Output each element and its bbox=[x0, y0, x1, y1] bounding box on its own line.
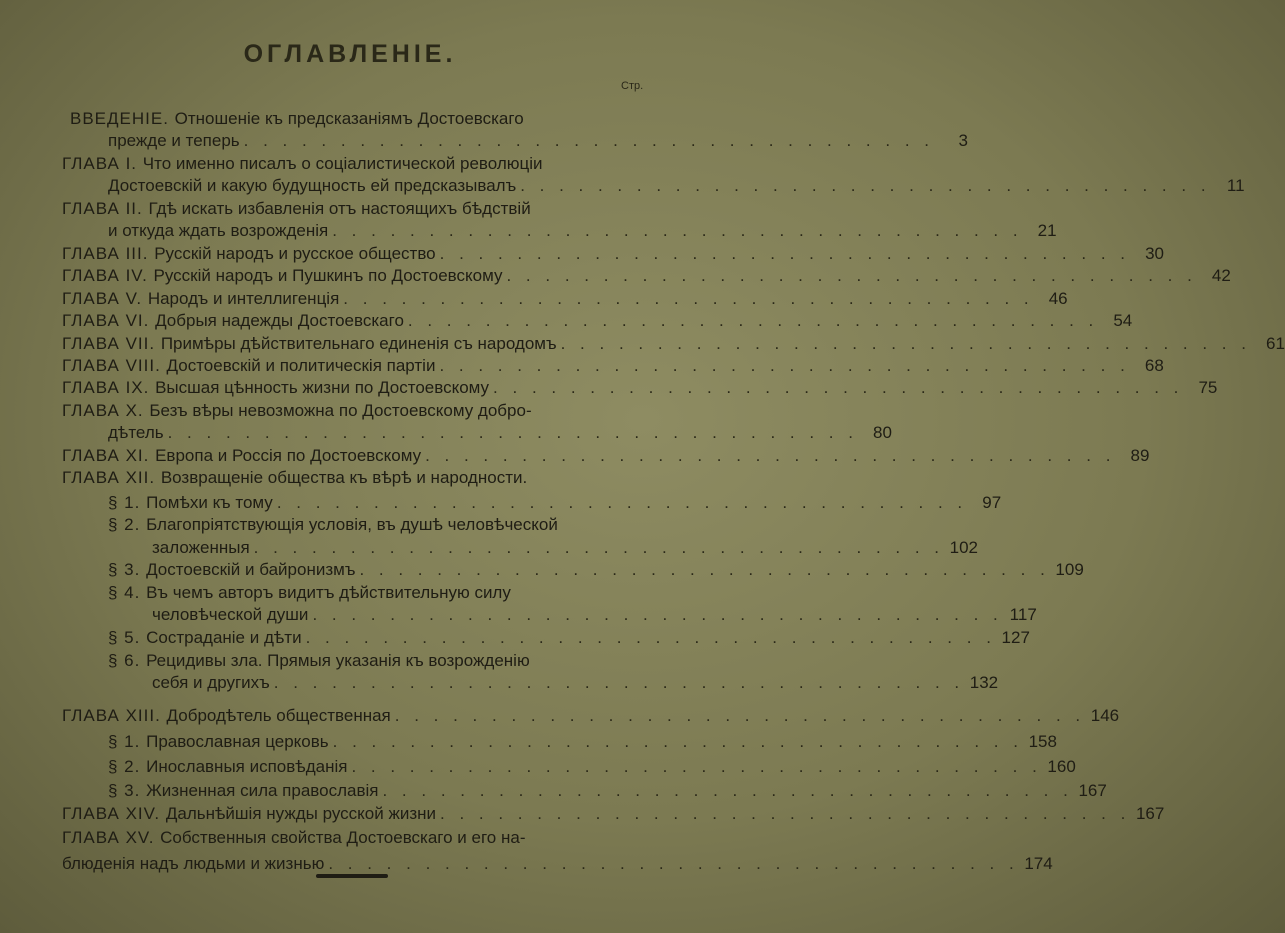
toc-page-number: 97 bbox=[982, 493, 1002, 512]
toc-page-number: 167 bbox=[1078, 781, 1107, 800]
toc-entry-number: ГЛАВА VI. bbox=[62, 311, 156, 330]
toc-entry-title: Европа и Россiя по Достоевскому bbox=[155, 446, 422, 465]
leader-dots: . . . . . . . . . . . . . . . . . . . . . . . . . . . . . . . . . . . . bbox=[520, 176, 1211, 195]
toc-entry-title: себя и другихъ bbox=[152, 673, 270, 692]
toc-entry-title: Возвращенiе общества къ вѣрѣ и народности. bbox=[160, 468, 528, 487]
toc-entry-title: Отношенiе къ предсказанiямъ Достоевскаго bbox=[174, 109, 524, 128]
leader-dots: . . . . . . . . . . . . . . . . . . . . . . . . . . . . . . . . . . . . bbox=[243, 131, 934, 150]
toc-page-number: 21 bbox=[1037, 221, 1057, 240]
toc-entry bbox=[108, 175, 1245, 197]
toc-entry-title: Дальнѣйшiя нужды русской жизни bbox=[165, 804, 436, 823]
toc-entry bbox=[62, 198, 655, 220]
leader-dots: . . . . . . . . . . . . . . . . . . . . . . . . . . . . . . . . . . . . bbox=[332, 221, 1023, 240]
leader-dots: . . . . . . . . . . . . . . . . . . . . . . . . . . . . . . . . . . . . bbox=[493, 378, 1184, 397]
toc-entry bbox=[62, 445, 1150, 467]
toc-entry bbox=[62, 400, 655, 422]
toc-entry-title: Гдѣ искать избавленiя отъ настоящихъ бѣдствiй bbox=[148, 199, 531, 218]
toc-page-number: 158 bbox=[1028, 732, 1057, 751]
toc-entry-title: Добродѣтель общественная bbox=[166, 706, 391, 725]
leader-dots: . . . . . . . . . . . . . . . . . . . . . . . . . . . . . . . . . . . . bbox=[382, 781, 1073, 800]
toc-entry-number: § 1. bbox=[108, 732, 147, 751]
toc-page-number: 89 bbox=[1130, 446, 1150, 465]
leader-dots: . . . . . . . . . . . . . . . . . . . . . . . . . . . . . . . . . . . . bbox=[407, 311, 1099, 330]
toc-entry-title: Что именно писалъ о соцiалистической революцiи bbox=[142, 154, 543, 173]
toc-page-number: 127 bbox=[1001, 628, 1030, 647]
toc-entry bbox=[62, 827, 675, 849]
toc-page-number: 54 bbox=[1113, 311, 1133, 330]
toc-entry-title: Помѣхи къ тому bbox=[146, 493, 273, 512]
page-title: ОГЛАВЛЕНIЕ. bbox=[243, 40, 457, 68]
toc-entry-title: дѣтель bbox=[108, 423, 164, 442]
leader-dots: . . . . . . . . . . . . . . . . . . . . . . . . . . . . . . . . . . . . bbox=[305, 628, 996, 647]
toc-page-number: 75 bbox=[1198, 378, 1218, 397]
toc-page-number: 11 bbox=[1226, 176, 1245, 195]
toc-entry bbox=[62, 803, 1165, 825]
leader-dots: . . . . . . . . . . . . . . . . . . . . . . . . . . . . . . . . . . . . bbox=[506, 266, 1197, 285]
toc-entry-number: § 2. bbox=[108, 515, 147, 534]
toc-entry bbox=[152, 604, 1037, 626]
toc-entry bbox=[62, 333, 1285, 355]
toc-entry-number: ГЛАВА XIV. bbox=[62, 804, 166, 823]
toc-entry-number: ГЛАВА VII. bbox=[62, 334, 161, 353]
toc-page-number: 117 bbox=[1009, 605, 1037, 624]
toc-entry-title: Добрыя надежды Достоевскаго bbox=[155, 311, 404, 330]
leader-dots: . . . . . . . . . . . . . . . . . . . . . . . . . . . . . . . . . . . . bbox=[312, 605, 1003, 624]
toc-entry-title: Достоевскiй и какую будущность ей предсказывалъ bbox=[108, 176, 517, 195]
leader-dots: . . . . . . . . . . . . . . . . . . . . . . . . . . . . . . . . . . . . bbox=[439, 356, 1130, 375]
toc-entry bbox=[62, 265, 1231, 287]
toc-entry bbox=[62, 467, 655, 489]
toc-entry bbox=[62, 355, 1164, 377]
toc-entry-title: Инославныя исповѣданiя bbox=[146, 757, 348, 776]
toc-entry-number: ГЛАВА III. bbox=[62, 244, 155, 263]
toc-entry-number: § 1. bbox=[108, 493, 147, 512]
toc-entry-title: Православная церковь bbox=[146, 732, 329, 751]
toc-entry-number: § 6. bbox=[108, 651, 147, 670]
toc-entry-number: § 5. bbox=[108, 628, 147, 647]
leader-dots: . . . . . . . . . . . . . . . . . . . . . . . . . . . . . . . . . . . . bbox=[276, 493, 968, 512]
leader-dots: . . . . . . . . . . . . . . . . . . . . . . . . . . . . . . . . . . . . bbox=[440, 804, 1131, 823]
toc-page-number: 102 bbox=[949, 538, 978, 557]
toc-page-number: 42 bbox=[1211, 266, 1231, 285]
toc-entry-number: ГЛАВА V. bbox=[62, 289, 148, 308]
toc-entry-title: Примѣры дѣйствительнаго единенiя съ народомъ bbox=[160, 334, 557, 353]
toc-entry bbox=[62, 153, 655, 175]
toc-entry bbox=[108, 492, 1002, 514]
toc-entry-title: Достоевскiй и байронизмъ bbox=[146, 560, 356, 579]
toc-page-number: 80 bbox=[873, 423, 892, 442]
toc-entry bbox=[108, 559, 1084, 581]
toc-entry bbox=[62, 853, 1053, 875]
toc-entry-title: Достоевскiй и политическiя партiи bbox=[166, 356, 436, 375]
toc-entry-title: Безъ вѣры невозможна по Достоевскому добро- bbox=[149, 401, 532, 420]
toc-entry bbox=[108, 220, 1057, 242]
toc-entry-number: ГЛАВА I. bbox=[62, 154, 143, 173]
toc-entry-title: заложенныя bbox=[152, 538, 250, 557]
toc-page-number: 167 bbox=[1135, 804, 1165, 823]
toc-entry-title: Благопрiятствующiя условiя, въ душѣ человѣческой bbox=[146, 515, 558, 534]
toc-entry-number: ГЛАВА II. bbox=[62, 199, 149, 218]
toc-entry bbox=[62, 243, 1164, 265]
toc-entry bbox=[108, 731, 1057, 753]
leader-dots: . . . . . . . . . . . . . . . . . . . . . . . . . . . . . . . . . . . . bbox=[359, 560, 1050, 579]
toc-entry-title: Народъ и интеллигенцiя bbox=[147, 289, 340, 308]
toc-entry bbox=[62, 310, 1133, 332]
toc-entry-number: ВВЕДЕНIЕ. bbox=[70, 109, 175, 128]
leader-dots: . . . . . . . . . . . . . . . . . . . . . . . . . . . . . . . . . . . . bbox=[328, 854, 1019, 873]
toc-entry-title: Жизненная сила православiя bbox=[146, 781, 379, 800]
leader-dots: . . . . . . . . . . . . . . . . . . . . . . . . . . . . . . . . . . . . bbox=[332, 732, 1023, 751]
end-rule bbox=[316, 874, 388, 878]
leader-dots: . . . . . . . . . . . . . . . . . . . . . . . . . . . . . . . . . . . . bbox=[425, 446, 1116, 465]
toc-entry bbox=[108, 780, 1107, 802]
toc-entry-title: человѣческой души bbox=[152, 605, 309, 624]
toc-entry-number: ГЛАВА XV. bbox=[62, 828, 161, 847]
leader-dots: . . . . . . . . . . . . . . . . . . . . . . . . . . . . . . . . . . . . bbox=[343, 289, 1034, 308]
toc-entry-title: и откуда ждать возрожденiя bbox=[108, 221, 329, 240]
leader-dots: . . . . . . . . . . . . . . . . . . . . . . . . . . . . . . . . . . . . bbox=[560, 334, 1251, 353]
toc-entry bbox=[108, 514, 655, 536]
toc-page-number: 3 bbox=[958, 131, 968, 150]
toc-entry-number: ГЛАВА VIII. bbox=[62, 356, 167, 375]
toc-entry bbox=[62, 705, 1120, 727]
toc-entry bbox=[70, 108, 655, 130]
toc-entry-number: § 3. bbox=[108, 560, 147, 579]
toc-entry-title: Въ чемъ авторъ видитъ дѣйствительную силу bbox=[146, 583, 511, 602]
toc-entry-number: ГЛАВА IX. bbox=[62, 378, 156, 397]
leader-dots: . . . . . . . . . . . . . . . . . . . . . . . . . . . . . . . . . . . . bbox=[273, 673, 965, 692]
toc-entry-number: ГЛАВА XII. bbox=[62, 468, 161, 487]
toc-entry bbox=[108, 582, 655, 604]
toc-entry-title: Состраданiе и дѣти bbox=[146, 628, 302, 647]
toc-entry-title: Русскiй народъ и русское общество bbox=[154, 244, 436, 263]
toc-entry-title: прежде и теперь bbox=[108, 131, 240, 150]
toc-entry-title: Собственныя свойства Достоевскаго и его на- bbox=[160, 828, 526, 847]
leader-dots: . . . . . . . . . . . . . . . . . . . . . . . . . . . . . . . . . . . . bbox=[167, 423, 858, 442]
leader-dots: . . . . . . . . . . . . . . . . . . . . . . . . . . . . . . . . . . . . bbox=[394, 706, 1086, 725]
page-column-label: Стр. bbox=[621, 80, 644, 92]
leader-dots: . . . . . . . . . . . . . . . . . . . . . . . . . . . . . . . . . . . . bbox=[253, 538, 944, 557]
toc-entry-number: § 3. bbox=[108, 781, 147, 800]
toc-entry-number: ГЛАВА IV. bbox=[62, 266, 154, 285]
toc-entry-number: ГЛАВА XI. bbox=[62, 446, 156, 465]
toc-entry bbox=[108, 650, 655, 672]
toc-page-number: 174 bbox=[1024, 854, 1053, 873]
toc-page-number: 109 bbox=[1055, 560, 1084, 579]
toc-entry bbox=[62, 288, 1068, 310]
toc-entry bbox=[108, 422, 892, 444]
toc-page-number: 46 bbox=[1048, 289, 1068, 308]
toc-page-number: 68 bbox=[1144, 356, 1164, 375]
toc-entry-number: ГЛАВА X. bbox=[62, 401, 150, 420]
toc-entry-title: Высшая цѣнность жизни по Достоевскому bbox=[155, 378, 490, 397]
toc-entry bbox=[108, 756, 1076, 778]
toc-entry-number: § 4. bbox=[108, 583, 147, 602]
toc-entry-title: блюденiя надъ людьми и жизнью bbox=[62, 854, 325, 873]
toc-entry-number: § 2. bbox=[108, 757, 147, 776]
toc-entry bbox=[152, 672, 999, 694]
toc-entry-title: Рецидивы зла. Прямыя указанiя къ возрожденiю bbox=[146, 651, 530, 670]
toc-entry bbox=[108, 627, 1030, 649]
toc-page-number: 132 bbox=[969, 673, 999, 692]
toc-entry bbox=[62, 377, 1218, 399]
leader-dots: . . . . . . . . . . . . . . . . . . . . . . . . . . . . . . . . . . . . bbox=[351, 757, 1042, 776]
toc-entry-number: ГЛАВА XIII. bbox=[62, 706, 167, 725]
toc-entry bbox=[152, 537, 978, 559]
leader-dots: . . . . . . . . . . . . . . . . . . . . . . . . . . . . . . . . . . . . bbox=[439, 244, 1130, 263]
toc-entry bbox=[108, 130, 968, 152]
toc-page-number: 160 bbox=[1047, 757, 1076, 776]
toc-page-number: 146 bbox=[1090, 706, 1120, 725]
toc-entry-title: Русскiй народъ и Пушкинъ по Достоевскому bbox=[153, 266, 503, 285]
toc-page-number: 61 bbox=[1266, 334, 1285, 353]
toc-page-number: 30 bbox=[1145, 244, 1164, 263]
